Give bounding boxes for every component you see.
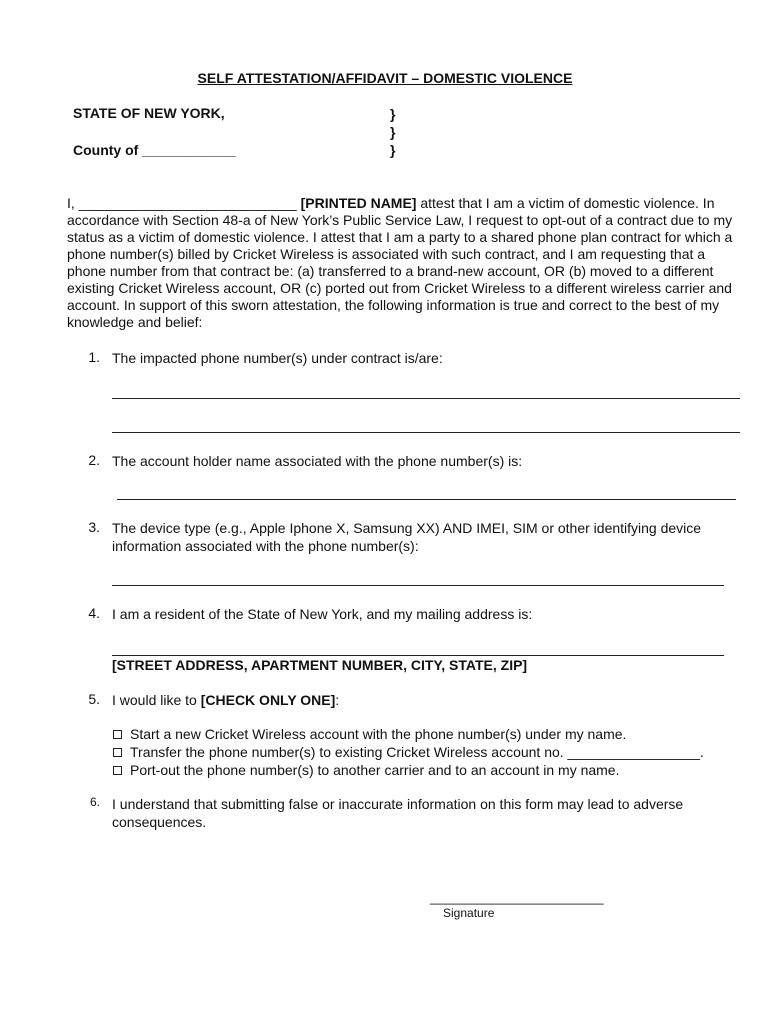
item-2-number: 2. <box>88 452 100 468</box>
option-new-account-checkbox[interactable] <box>113 730 122 739</box>
phone-number-line-1[interactable] <box>112 398 740 399</box>
option-new-account-label: Start a new Cricket Wireless account with the phone number(s) under my name. <box>130 726 627 742</box>
item-3-number: 3. <box>88 519 100 535</box>
state-label: STATE OF NEW YORK, <box>73 105 225 121</box>
document-title: SELF ATTESTATION/AFFIDAVIT – DOMESTIC VIOLENCE <box>197 70 573 86</box>
header-braces <box>390 105 395 159</box>
item-5-number: 5. <box>88 691 100 707</box>
item-6-number: 6. <box>89 795 100 809</box>
brace-3: } <box>390 142 396 158</box>
intro-prefix: I, ____________________________ <box>67 195 301 211</box>
item-5-prefix: I would like to <box>112 692 201 708</box>
option-transfer[interactable] <box>113 743 704 761</box>
county-label: County of ____________ <box>73 142 236 158</box>
mailing-address-line[interactable] <box>112 655 724 656</box>
item-4-number: 4. <box>88 605 100 621</box>
intro-body: attest that I am a victim of domestic violence. In accordance with Section 48-a of New York’s Public Service Law, I request to opt-out of a contract due to my status as a victim of domestic violence. I attest that I am a party to a shared phone plan contract for which a phone number(s) billed by Cricket Wireless is associated with such contract, and I am requesting that a phone number from that contract be: (a) transferred to a brand-new account, OR (b) moved to a different existing Cricket Wireless account, OR (c) ported out from Cricket Wireless to a different wireless carrier and account. In support of this sworn attestation, the following information is true and correct to the best of my knowledge and belief: <box>67 195 733 330</box>
item-5-suffix: : <box>335 692 340 708</box>
option-transfer-checkbox[interactable] <box>113 748 122 757</box>
signature-label: Signature <box>443 906 495 920</box>
item-6-text: I understand that submitting false or inaccurate information on this form may lead to adverse consequences. <box>112 796 684 830</box>
item-3-text: The device type (e.g., Apple Iphone X, Samsung XX) AND IMEI, SIM or other identifying device information associated with the phone number(s): <box>112 520 702 554</box>
signature-line[interactable]: ________________________ <box>430 890 604 905</box>
printed-name-label: [PRINTED NAME] <box>300 195 417 211</box>
item-1-number: 1. <box>88 349 100 365</box>
option-new-account[interactable] <box>113 725 626 743</box>
item-5-text <box>112 691 339 709</box>
account-holder-line[interactable] <box>117 499 736 500</box>
option-port-out-label: Port-out the phone number(s) to another carrier and to an account in my name. <box>130 762 620 778</box>
item-1-text: The impacted phone number(s) under contract is/are: <box>112 350 443 366</box>
intro-paragraph <box>67 195 743 331</box>
device-info-line[interactable] <box>112 585 724 586</box>
phone-number-line-2[interactable] <box>112 432 740 433</box>
option-port-out-checkbox[interactable] <box>113 766 122 775</box>
address-format-label: [STREET ADDRESS, APARTMENT NUMBER, CITY, STATE, ZIP] <box>112 657 528 673</box>
option-transfer-label: Transfer the phone number(s) to existing Cricket Wireless account no. _________________. <box>130 744 704 760</box>
item-4-text: I am a resident of the State of New York, and my mailing address is: <box>112 606 533 622</box>
check-only-one-label: [CHECK ONLY ONE] <box>200 692 336 708</box>
option-port-out[interactable] <box>113 761 620 779</box>
item-2-text: The account holder name associated with the phone number(s) is: <box>112 453 523 469</box>
brace-2: } <box>390 124 396 140</box>
brace-1: } <box>390 106 396 122</box>
